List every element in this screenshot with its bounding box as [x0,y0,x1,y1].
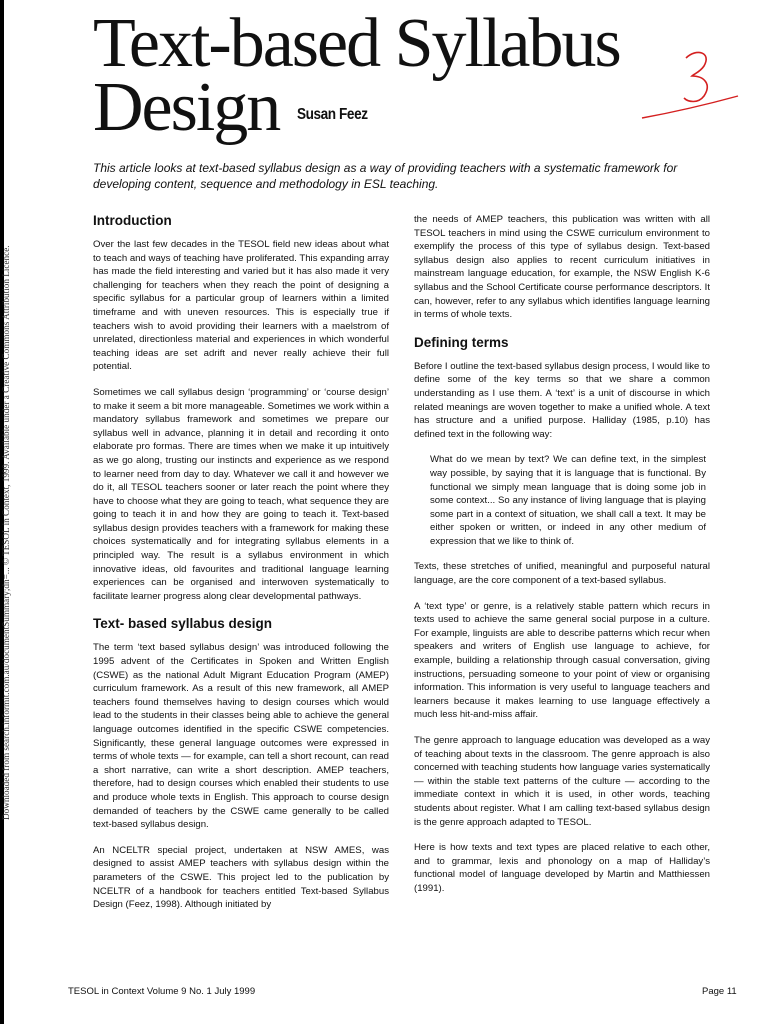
paragraph: Texts, these stretches of unified, meaningful and purposeful natural language, are the core component of a text-based syllabus. [414,561,710,587]
title-line-2: Design [93,69,280,146]
paragraph: Here is how texts and text types are placed relative to each other, and to grammar, lexis and phonology on a map of Halliday’s functional model of language developed by Martin and Matthiessen (1991). [414,842,710,894]
footer-journal: TESOL in Context Volume 9 No. 1 July 1999 [68,986,256,997]
block-quote: What do we mean by text? We can define text, in the simplest way possible, by saying that it is language that is functional. By functional we simply mean language that is doing some job in some context... So any instance of living language that is playing some part in a context of situation, we shall call a text. It may be either spoken or written, or indeed in any other medium of expression that we like to think of. [430,454,706,547]
paragraph: The genre approach to language education was developed as a way of teaching about texts in the classroom. The genre approach is also concerned with teaching students how language varies systematically — within the stable text patterns of the culture — according to the immediate context in which it is used, in other words, teaching students about register. What I am calling text-based syllabus design is the genre approach adapted to TESOL. [414,735,710,828]
paragraph: Before I outline the text-based syllabus design process, I would like to define some of the key terms so that we share a common understanding as I use them. A ‘text’ is a unit of discourse in which related meanings are woven together to make a unified whole. A text has structure and a unified purpose. Halliday (1985, p.10) has defined text in the following way: [414,360,710,440]
handwritten-annotation [634,40,744,130]
title-line-1: Text-based Syllabus [93,5,620,82]
defining-terms-heading: Defining terms [414,334,509,350]
paragraph: the needs of AMEP teachers, this publication was written with all TESOL teachers in mind using the CSWE curriculum environment to exemplify the process of this type of syllabus design. Text-based syllabus design also applies to recent curriculum initiatives in mainstream language education, for example, the NSW English K-6 syllabus and the School Certificate course performance descriptors. It can, however, refer to any syllabus which identifies language learning in terms of whole texts. [414,214,710,321]
paragraph: A ‘text type’ or genre, is a relatively stable pattern which recurs in texts used to achieve the same general social purpose in a culture. For example, linguists are able to describe patterns which recur when speakers and writers of English use language to achieve, for example, building a relationship through casual conversation, giving instructions, persuading someone to your point of view or organising information. This information is very useful to language teachers and learners because it makes learning to use language effectively a much less hit-and-miss affair. [414,600,710,721]
paragraph: Over the last few decades in the TESOL field new ideas about what to teach and ways of teaching have proliferated. This expanding array has made the field interesting and varied but it has also made it very challenging for teachers when they reach the point of designing a specific syllabus for a particular group of learners within a limited timeframe and with uneven resources. This is especially true if teachers wish to avoid providing their learners with a maelstrom of unrelated, directionless material and experiences in which wonderful teaching ideas are set adrift and never really achieve their full potential. [93,239,389,373]
text-based-syllabus-heading: Text- based syllabus design [93,616,273,632]
download-side-note: Downloaded from search.informit.com.au/documentSummary;dn=... © TESOL in Context, 1999. Available under a Creative Commons Attribution Licence. [1,245,11,820]
right-column [414,213,710,908]
footer-page-number: Page 11 [702,986,737,997]
paragraph: The term ‘text based syllabus design’ was introduced following the 1995 advent of the Certificates in Spoken and Written English (CSWE) as the national Adult Migrant Education Program (AMEP) curriculum framework. As a result of this new framework, all AMEP teachers found themselves having to design courses which would lead to the students in their classes being able to achieve the general language outcomes identified in the specific CSWE competencies. Significantly, these general language outcomes were expressed in terms of whole texts — for example, can tell a short recount, can read a short narrative, can write a short description. AMEP teachers, therefore, had to design courses which enabled their students to use and produce whole texts in English. This approach to course design demanded of teachers by the CSWE came generally to be called text-based syllabus design. [93,642,389,831]
paragraph: Sometimes we call syllabus design ‘programming’ or ‘course design’ to make it seem a bit more manageable. Sometimes we work within a mandatory syllabus framework and sometimes we prepare our syllabus well in advance, planning it in detail and recording it onto elaborate pro formas. There are times when we make it up intuitively as we go along, trusting our instincts and experience as we respond to learner need from day to day. Whatever we call it and however we do it, all TESOL teachers sooner or later reach the point where they have to choose what they are going to teach, what sequence they are going to teach it in and how they are going to teach it. Text-based syllabus design provides teachers with a framework for making these choices systematically and for integrating syllabus elements in a principled way. The result is a syllabus environment in which innovative ideas, old favourites and traditional language learning experiences can be organised and interwoven systematically to facilitate learner progress along clear developmental pathways. [93,386,389,602]
paragraph: An NCELTR special project, undertaken at NSW AMES, was designed to assist AMEP teachers with syllabus design within the parameters of the CSWE. This project led to the publication by NCELTR of a handbook for teachers entitled Text-based Syllabus Design (Feez, 1998). Although initiated by [93,844,389,911]
author-name: Susan Feez [297,106,368,123]
introduction-heading: Introduction [93,213,172,228]
left-column [93,212,389,924]
article-title [93,5,653,146]
abstract: This article looks at text-based syllabus design as a way of providing teachers with a systematic framework for developing content, sequence and methodology in ESL teaching. [93,161,678,191]
